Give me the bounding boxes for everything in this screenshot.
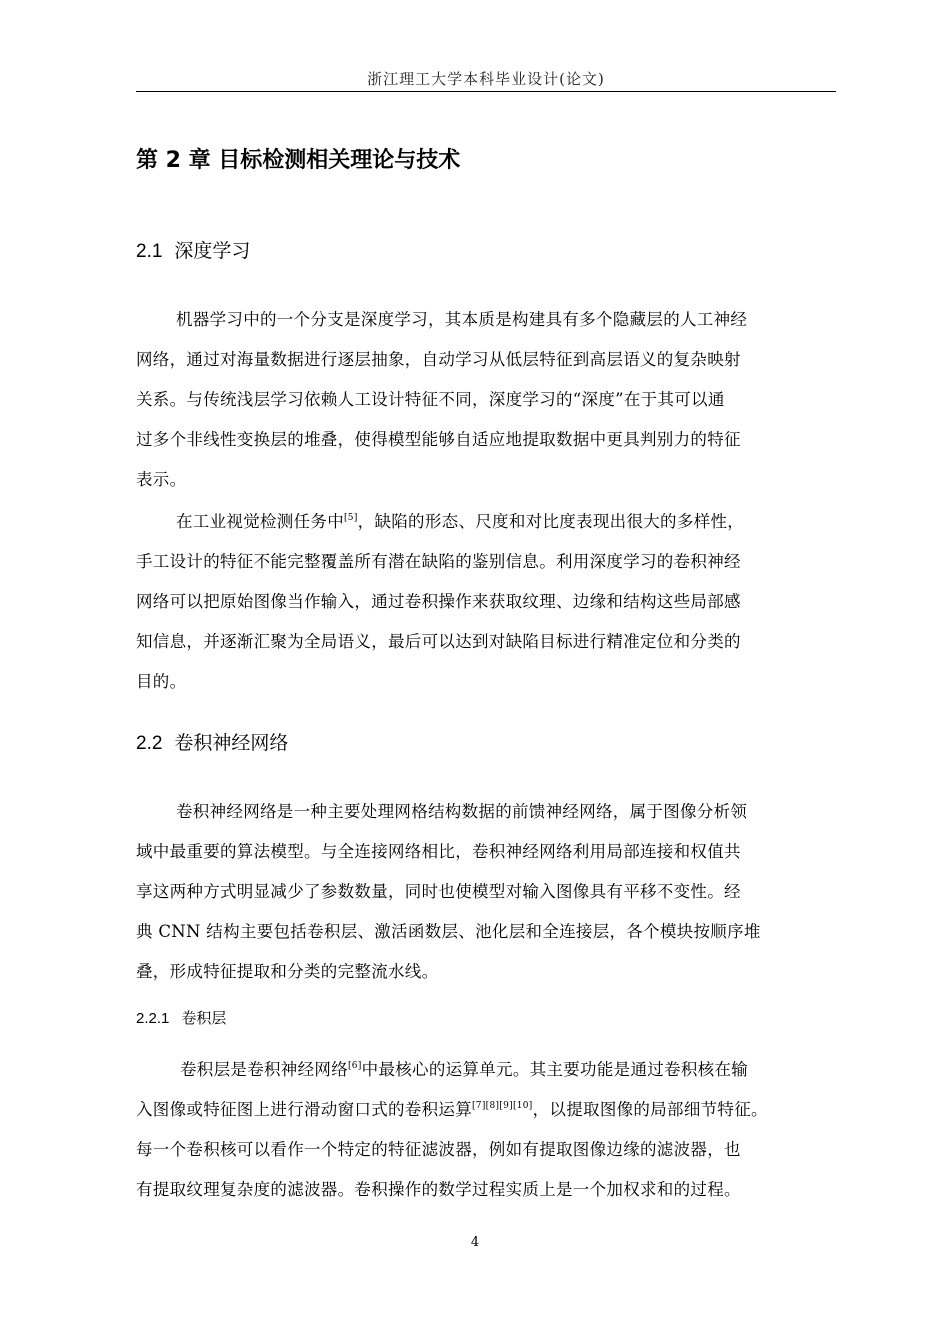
section-heading-2-2 <box>136 728 288 755</box>
paragraph-line <box>180 1056 840 1080</box>
paragraph-line: 卷积神经网络是一种主要处理网格结构数据的前馈神经网络，属于图像分析领 <box>176 802 748 821</box>
section-title-text: 卷积层 <box>181 1009 227 1027</box>
section-heading-2-1 <box>136 236 250 263</box>
paragraph-line: 网络，通过对海量数据进行逐层抽象，自动学习从低层特征到高层语义的复杂映射 <box>136 350 741 369</box>
header-rule <box>136 91 836 92</box>
paragraph-line: 目的。 <box>136 672 187 691</box>
paragraph-line: 关系。与传统浅层学习依赖人工设计特征不同，深度学习的“深度”在于其可以通 <box>136 390 725 409</box>
chapter-title: 第 2 章 目标检测相关理论与技术 <box>136 148 461 173</box>
section-title-text: 深度学习 <box>174 240 251 262</box>
text-segment: ，以提取图像的局部细节特征。 <box>532 1100 768 1119</box>
paragraph-line: 叠，形成特征提取和分类的完整流水线。 <box>136 962 439 981</box>
paragraph-line: 网络可以把原始图像当作输入，通过卷积操作来获取纹理、边缘和结构这些局部感 <box>136 592 741 611</box>
paragraph-line: 享这两种方式明显减少了参数数量，同时也使模型对输入图像具有平移不变性。经 <box>136 882 741 901</box>
text-segment: 卷积层是卷积神经网络 <box>180 1060 348 1079</box>
paragraph-line: 手工设计的特征不能完整覆盖所有潜在缺陷的鉴别信息。利用深度学习的卷积神经 <box>136 552 741 571</box>
text-segment: ，缺陷的形态、尺度和对比度表现出很大的多样性， <box>357 512 745 531</box>
paragraph-line: 知信息，并逐渐汇聚为全局语义，最后可以达到对缺陷目标进行精准定位和分类的 <box>136 632 741 651</box>
paragraph-line: 有提取纹理复杂度的滤波器。卷积操作的数学过程实质上是一个加权求和的过程。 <box>136 1180 741 1199</box>
citation-ref: [5] <box>344 513 358 523</box>
subsection-heading-2-2-1 <box>136 1007 226 1028</box>
text-segment: 中最核心的运算单元。其主要功能是通过卷积核在输 <box>361 1060 749 1079</box>
text-segment: 入图像或特征图上进行滑动窗口式的卷积运算 <box>136 1100 472 1119</box>
citation-ref: [6] <box>348 1061 362 1071</box>
page-number: 4 <box>470 1235 480 1250</box>
section-number: 2.2 <box>136 733 163 754</box>
paragraph-line: 机器学习中的一个分支是深度学习，其本质是构建具有多个隐藏层的人工神经 <box>176 310 748 329</box>
section-number: 2.2.1 <box>136 1010 170 1027</box>
text-segment: 在工业视觉检测任务中 <box>176 512 344 531</box>
running-header: 浙江理工大学本科毕业设计(论文) <box>367 70 605 88</box>
citation-ref: [7][8][9][10] <box>472 1101 533 1111</box>
section-title-text: 卷积神经网络 <box>174 732 289 754</box>
paragraph-line: 过多个非线性变换层的堆叠，使得模型能够自适应地提取数据中更具判别力的特征 <box>136 430 741 449</box>
paragraph-line <box>176 508 836 532</box>
paragraph-line: 典 CNN 结构主要包括卷积层、激活函数层、池化层和全连接层，各个模块按顺序堆 <box>136 922 761 941</box>
section-number: 2.1 <box>136 241 163 262</box>
paragraph-line: 每一个卷积核可以看作一个特定的特征滤波器，例如有提取图像边缘的滤波器，也 <box>136 1140 741 1159</box>
paragraph-line: 表示。 <box>136 470 187 489</box>
paragraph-line: 域中最重要的算法模型。与全连接网络相比，卷积神经网络利用局部连接和权值共 <box>136 842 741 861</box>
paragraph-line <box>136 1096 836 1120</box>
